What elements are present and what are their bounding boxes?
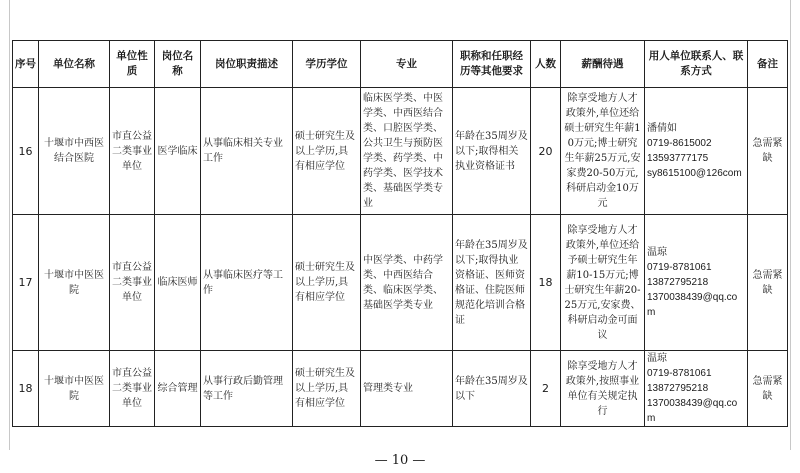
contact-person: 温琼 — [647, 353, 667, 364]
header-cell: 用人单位联系人、联系方式 — [645, 41, 748, 88]
head-count: 20 — [531, 88, 561, 215]
contact-info — [645, 215, 748, 351]
row-number: 16 — [13, 88, 39, 215]
table-row — [13, 215, 788, 351]
contact-phone: 0719-8781061 — [647, 262, 712, 273]
header-row — [13, 41, 788, 88]
education: 硕士研究生及以上学历,具有相应学位 — [293, 215, 361, 351]
unit-nature: 市直公益二类事业单位 — [110, 351, 155, 427]
contact-mobile: 13872795218 — [647, 277, 709, 288]
header-cell: 薪酬待遇 — [561, 41, 645, 88]
salary: 除享受地方人才政策外,单位还给硕士研究生年薪10万元;博士研究生年薪25万元,安家费20-50万元,科研启动金10万元 — [561, 88, 645, 215]
contact-phone: 0719-8781061 — [647, 368, 712, 379]
education: 硕士研究生及以上学历,具有相应学位 — [293, 351, 361, 427]
row-number: 17 — [13, 215, 39, 351]
header-cell: 专业 — [361, 41, 453, 88]
head-count: 2 — [531, 351, 561, 427]
major: 临床医学类、中医学类、中西医结合类、口腔医学类、公共卫生与预防医学类、药学类、中药学类、医学技术类、基础医学类专业 — [361, 88, 453, 215]
header-cell: 岗位名称 — [155, 41, 201, 88]
header-cell: 岗位职责描述 — [201, 41, 293, 88]
education: 硕士研究生及以上学历,具有相应学位 — [293, 88, 361, 215]
post-duty: 从事临床相关专业工作 — [201, 88, 293, 215]
post-name: 综合管理 — [155, 351, 201, 427]
contact-email[interactable]: sy8615100@126com — [647, 168, 742, 179]
salary: 除享受地方人才政策外,按照事业单位有关规定执行 — [561, 351, 645, 427]
contact-person: 温琼 — [647, 247, 667, 258]
page-edge-right — [790, 0, 791, 450]
contact-email[interactable]: 1370038439@qq.com — [647, 292, 738, 318]
table-row — [13, 88, 788, 215]
header-cell: 单位名称 — [39, 41, 110, 88]
remark: 急需紧缺 — [748, 88, 788, 215]
page-number: — 10 — — [374, 453, 426, 468]
unit-nature: 市直公益二类事业单位 — [110, 215, 155, 351]
post-name: 医学临床 — [155, 88, 201, 215]
requirements: 年龄在35周岁及以下;取得相关执业资格证书 — [453, 88, 531, 215]
header-cell: 学历学位 — [293, 41, 361, 88]
row-number: 18 — [13, 351, 39, 427]
header-cell: 职称和任职经历等其他要求 — [453, 41, 531, 88]
contact-email[interactable]: 1370038439@qq.com — [647, 398, 738, 424]
contact-info — [645, 351, 748, 427]
header-cell: 人数 — [531, 41, 561, 88]
major: 管理类专业 — [361, 351, 453, 427]
requirements: 年龄在35周岁及以下 — [453, 351, 531, 427]
header-cell: 序号 — [13, 41, 39, 88]
header-cell: 单位性质 — [110, 41, 155, 88]
contact-mobile: 13593777175 — [647, 153, 709, 164]
contact-phone: 0719-8615002 — [647, 138, 712, 149]
unit-nature: 市直公益二类事业单位 — [110, 88, 155, 215]
salary: 除享受地方人才政策外,单位还给予硕士研究生年薪10-15万元;博士研究生年薪20-25万元,安家费、科研启动金可面议 — [561, 215, 645, 351]
post-name: 临床医师 — [155, 215, 201, 351]
unit-name: 十堰市中医医院 — [39, 351, 110, 427]
contact-info — [645, 88, 748, 215]
requirements: 年龄在35周岁及以下;取得执业资格证、医师资格证、住院医师规范化培训合格证 — [453, 215, 531, 351]
recruitment-table — [12, 40, 788, 427]
head-count: 18 — [531, 215, 561, 351]
contact-mobile: 13872795218 — [647, 383, 709, 394]
table-row — [13, 351, 788, 427]
remark: 急需紧缺 — [748, 351, 788, 427]
post-duty: 从事行政后勤管理等工作 — [201, 351, 293, 427]
major: 中医学类、中药学类、中西医结合类、临床医学类、基础医学类专业 — [361, 215, 453, 351]
unit-name: 十堰市中医医院 — [39, 215, 110, 351]
header-cell: 备注 — [748, 41, 788, 88]
contact-person: 潘倩如 — [647, 123, 677, 134]
remark: 急需紧缺 — [748, 215, 788, 351]
page-edge-left — [9, 0, 10, 450]
post-duty: 从事临床医疗等工作 — [201, 215, 293, 351]
unit-name: 十堰市中西医结合医院 — [39, 88, 110, 215]
